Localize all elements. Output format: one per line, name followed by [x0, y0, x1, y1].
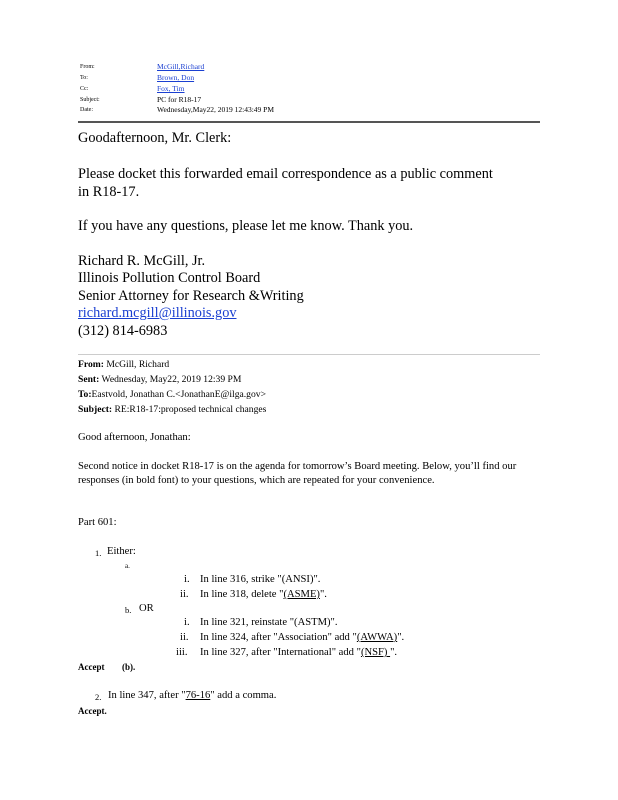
date-label: Date:	[80, 107, 93, 113]
from-label: From:	[80, 64, 95, 70]
part-heading: Part 601:	[78, 517, 117, 528]
item1-number: 1.	[95, 548, 102, 558]
cc-label: Cc:	[80, 86, 89, 92]
b-ii-pre: In line 324, after "Association" add "	[200, 632, 357, 643]
signature-name: Richard R. McGill, Jr.	[78, 253, 206, 269]
subject-label: Subject:	[80, 97, 100, 103]
fwd-to-label: To:	[78, 389, 92, 400]
fwd-from-value: McGill, Richard	[103, 359, 170, 370]
a-i-number: i.	[184, 574, 190, 585]
fwd-from-label: From:	[78, 359, 104, 370]
item-b-label: b.	[125, 605, 132, 615]
a-ii-text	[200, 589, 327, 600]
fwd-sent-value: Wednesday, May22, 2019 12:39 PM	[99, 374, 242, 385]
fwd-body-paragraph: Second notice in docket R18-17 is on the agenda for tomorrow’s Board meeting. Below, you’ll find our responses (in bold font) to your questions, which are repeated for your convenience.	[78, 461, 517, 486]
to-label: To:	[80, 75, 88, 81]
item2-post: " add a comma.	[210, 690, 277, 701]
fwd-sent-label: Sent:	[78, 374, 100, 385]
cover-request-line1: Please docket this forwarded email correspondence as a public comment	[78, 166, 493, 182]
b-iii-post: ".	[390, 647, 398, 658]
a-ii-number: ii.	[180, 589, 189, 600]
fwd-to	[78, 389, 266, 400]
fwd-from	[78, 359, 169, 370]
item2-number: 2.	[95, 692, 102, 702]
signature-title: Senior Attorney for Research &Writing	[78, 288, 304, 304]
from-link[interactable]: McGill,Richard	[157, 62, 205, 71]
cover-request-line2: in R18-17.	[78, 184, 140, 200]
fwd-subject-value: RE:R18-17:proposed technical changes	[112, 404, 267, 415]
b-iii-underlined: (NSF)	[360, 647, 391, 658]
header-divider	[78, 121, 540, 123]
b-ii-post: ".	[397, 632, 405, 643]
a-ii-underlined: (ASME)	[283, 589, 320, 600]
fwd-greeting: Good afternoon, Jonathan:	[78, 432, 191, 443]
fwd-sent	[78, 374, 241, 385]
subject-value: PC for R18-17	[157, 95, 202, 104]
item-a-label: a.	[125, 562, 130, 570]
a-i-text: In line 316, strike "(ANSI)".	[200, 574, 321, 585]
a-ii-pre: In line 318, delete "	[200, 589, 284, 600]
forward-divider	[78, 354, 540, 355]
b-iii-pre: In line 327, after "International" add "	[200, 647, 361, 658]
b-iii-text	[200, 647, 397, 658]
fwd-subject-label: Subject:	[78, 404, 113, 415]
accept1-value: (b).	[122, 662, 136, 672]
b-i-text: In line 321, reinstate "(ASTM)".	[200, 617, 338, 628]
accept1-word: Accept	[78, 662, 105, 672]
date-value: Wednesday,May22, 2019 12:43:49 PM	[157, 105, 275, 114]
b-ii-text	[200, 632, 404, 643]
cc-link[interactable]: Fox, Tim	[157, 84, 185, 93]
fwd-subject	[78, 404, 266, 415]
a-ii-post: ".	[319, 589, 327, 600]
to-link[interactable]: Brown, Don	[157, 73, 195, 82]
b-iii-number: iii.	[176, 647, 188, 658]
b-i-number: i.	[184, 617, 190, 628]
signature-email-link[interactable]: richard.mcgill@illinois.gov	[78, 305, 237, 321]
b-ii-number: ii.	[180, 632, 189, 643]
item2-underlined: 76-16	[185, 690, 211, 701]
cover-questions: If you have any questions, please let me know. Thank you.	[78, 218, 414, 234]
accept2: Accept.	[78, 706, 107, 716]
item1-text: Either:	[107, 546, 136, 557]
b-ii-underlined: (AWWA)	[356, 632, 398, 643]
cover-greeting: Goodafternoon, Mr. Clerk:	[78, 130, 232, 146]
item2-text	[108, 690, 276, 701]
item-b-text: OR	[139, 603, 154, 614]
fwd-to-value: Eastvold, Jonathan C.<JonathanE@ilga.gov>	[91, 389, 266, 400]
signature-org: Illinois Pollution Control Board	[78, 270, 261, 286]
item2-pre: In line 347, after "	[108, 690, 186, 701]
signature-phone: (312) 814-6983	[78, 323, 168, 339]
